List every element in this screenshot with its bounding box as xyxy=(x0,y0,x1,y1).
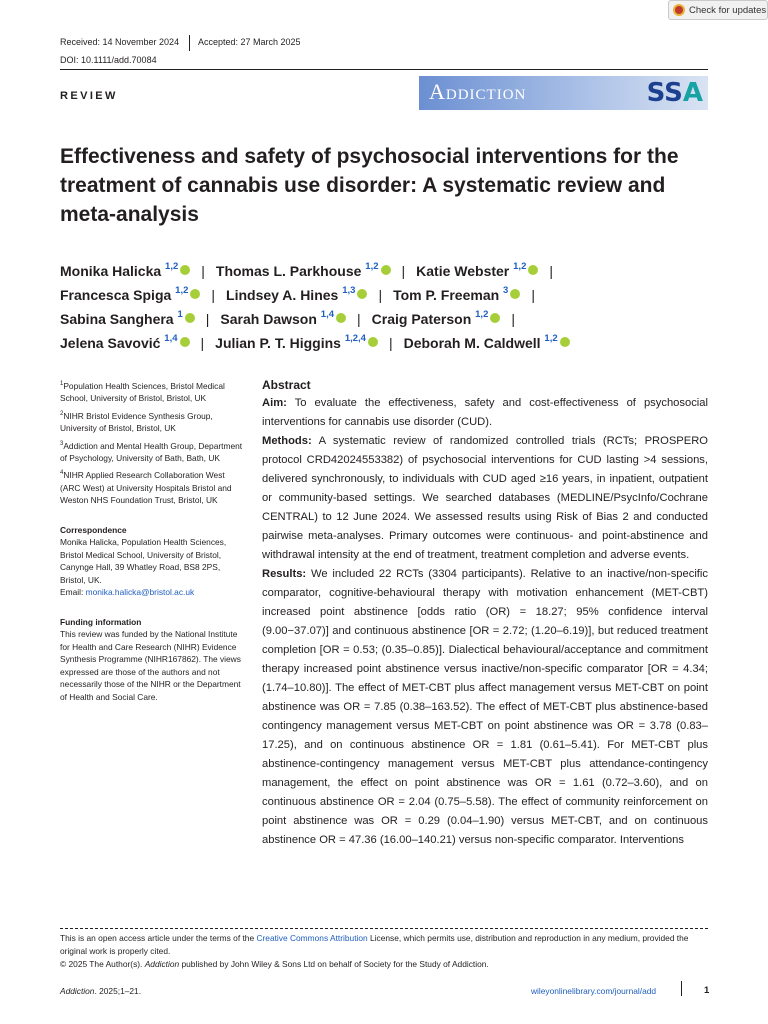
separator: | xyxy=(401,262,406,279)
author[interactable] xyxy=(60,287,203,303)
funding-text: This review was funded by the National Institute for Health and Care Research (NIHR) Evidence Synthesis Programme (NIHR167862). The views expressed are those of the authors and not necessarily those of the NIHR or the Department of Health and Social Care. xyxy=(60,629,241,702)
page-number: 1 xyxy=(704,985,710,996)
affiliation-text: Addiction and Mental Health Group, Department of Psychology, University of Bath, Bath, UK xyxy=(60,440,243,463)
orcid-icon[interactable] xyxy=(528,265,538,275)
abstract-aim xyxy=(262,394,708,432)
accepted-date: Accepted: 27 March 2025 xyxy=(198,37,301,47)
license-footnote xyxy=(60,932,708,971)
separator: | xyxy=(211,286,216,303)
author-affil: 1,2 xyxy=(475,309,489,320)
orcid-icon[interactable] xyxy=(180,265,190,275)
author-line xyxy=(60,256,720,283)
copyright-text xyxy=(60,958,708,971)
author-affil: 1,4 xyxy=(320,309,335,320)
author-name: Julian P. T. Higgins xyxy=(215,334,341,351)
citation-rest: . 2025;1–21. xyxy=(94,986,142,996)
citation xyxy=(60,986,141,996)
correspondence-email xyxy=(60,586,245,599)
abstract-results xyxy=(262,565,708,850)
author-name: Thomas L. Parkhouse xyxy=(215,262,362,279)
separator: | xyxy=(511,310,515,327)
affiliation xyxy=(60,438,245,465)
check-for-updates-label: Check for updates xyxy=(689,4,767,16)
affiliation-number: 4 xyxy=(60,470,64,477)
email-label: Email: xyxy=(60,587,86,598)
meta-divider xyxy=(189,35,190,51)
separator: | xyxy=(201,262,205,279)
author[interactable] xyxy=(60,335,193,351)
author[interactable] xyxy=(416,263,541,279)
received-date: Received: 14 November 2024 xyxy=(60,37,180,47)
separator: | xyxy=(531,286,535,303)
cc-license-link[interactable]: Creative Commons Attribution xyxy=(256,933,368,943)
author[interactable] xyxy=(215,335,381,351)
author-name: Craig Paterson xyxy=(371,310,472,327)
ssa-logo xyxy=(647,76,703,110)
article-title: Effectiveness and safety of psychosocial interventions for the treatment of cannabis use disorder: A systematic review and meta-analysis xyxy=(60,145,679,226)
orcid-icon[interactable] xyxy=(180,337,190,347)
affiliation-text: NIHR Bristol Evidence Synthesis Group, University of Bristol, Bristol, UK xyxy=(60,410,213,434)
author-name: Sarah Dawson xyxy=(220,310,317,327)
affiliation xyxy=(60,378,245,405)
abstract xyxy=(262,377,708,850)
results-text: We included 22 RCTs (3304 participants). Relative to an inactive/non-specific comparator, cognitive-behavioural therapy with motivation enhancement (MET-CBT) increased point abstinence [odds ratio (OR) = 18.27; 95% confidence interval (9.00−37.07)] and continuous abstinence [OR = 2.72; (1.20–6.19)], but reduced treatment completion [OR = 0.53; (0.35–0.85)]. Dialectical behavioural/acceptance and commitment therapy increased point abstinence versus inactive/non-specific comparator [OR = 4.34; (1.74–10.80)]. The effect of MET-CBT plus affect management versus MET-CBT on point abstinence was OR = 7.85 (0.38–163.52). The effect of MET-CBT plus abstinence-based contingency management versus MET-CBT on point abstinence was OR = 3.78 (0.83–17.25), and on continuous abstinence OR = 1.81 (0.61–5.41). For MET-CBT plus abstinence-contingency management versus MET-CBT plus attendance-contingency management, the effect on point abstinence was OR = 1.61 (0.72–3.60), and on continuous abstinence OR = 2.04 (0.75–5.58). The effect of community reinforcement on point abstinence was OR = 0.29 (0.04–1.90) versus MET-CBT, and on continuous abstinence OR = 47.36 (16.00–140.21) versus non-specific comparator. Interventions xyxy=(262,568,708,846)
affiliation-number: 1 xyxy=(60,381,64,387)
author[interactable] xyxy=(404,335,573,351)
author-affil: 1,2 xyxy=(175,285,189,296)
author-name: Lindsey A. Hines xyxy=(226,286,339,303)
orcid-icon[interactable] xyxy=(510,289,520,299)
separator: | xyxy=(357,310,361,327)
ssa-logo-a: A xyxy=(682,78,703,108)
doi: DOI: 10.1111/add.70084 xyxy=(60,55,157,65)
abstract-heading: Abstract xyxy=(262,378,311,392)
orcid-icon[interactable] xyxy=(357,289,367,299)
citation-journal: Addiction xyxy=(60,986,95,996)
orcid-icon[interactable] xyxy=(560,337,570,347)
footnote-rule xyxy=(60,928,708,929)
affiliation-text: Population Health Sciences, Bristol Medical School, University of Bristol, Bristol, UK xyxy=(60,380,225,404)
author[interactable] xyxy=(216,263,394,279)
copyright-post: published by John Wiley & Sons Ltd on behalf of Society for the Study of Addiction. xyxy=(179,959,489,969)
copyright-journal: Addiction xyxy=(144,959,180,969)
author-affil: 1 xyxy=(177,309,183,320)
orcid-icon[interactable] xyxy=(190,289,200,299)
aim-label: Aim: xyxy=(262,397,287,409)
affiliation xyxy=(60,467,245,506)
orcid-icon[interactable] xyxy=(490,313,500,323)
separator: | xyxy=(549,262,553,279)
author-affil: 1,2 xyxy=(513,261,527,272)
author[interactable] xyxy=(60,263,193,279)
ssa-logo-ss: SS xyxy=(646,78,683,108)
author-affil: 1,2 xyxy=(165,261,179,272)
footer-divider xyxy=(681,981,682,996)
license-pre: This is an open access article under the terms of the xyxy=(60,933,257,943)
journal-banner xyxy=(419,76,708,110)
author-name: Jelena Savović xyxy=(60,334,161,351)
author-affil: 1,4 xyxy=(164,333,178,344)
author-affil: 3 xyxy=(503,285,509,296)
crossmark-icon xyxy=(673,4,685,16)
author-affil: 1,2 xyxy=(365,261,379,272)
author-name: Tom P. Freeman xyxy=(393,286,500,303)
email-link[interactable]: monika.halicka@bristol.ac.uk xyxy=(85,587,195,598)
affiliation-text: NIHR Applied Research Collaboration West (ARC West) at University Hospitals Bristol and Weston NHS Foundation Trust, Bristol, UK xyxy=(60,470,232,506)
author[interactable] xyxy=(393,287,523,303)
check-for-updates-button[interactable] xyxy=(668,0,768,20)
orcid-icon[interactable] xyxy=(368,337,378,347)
license-text xyxy=(60,932,708,958)
author-affil: 1,2 xyxy=(544,333,558,344)
author-line xyxy=(60,304,720,331)
author-name: Deborah M. Caldwell xyxy=(403,334,541,351)
author-affil: 1,3 xyxy=(342,285,356,296)
author[interactable] xyxy=(226,287,370,303)
author[interactable] xyxy=(220,311,349,327)
side-column xyxy=(60,378,245,703)
author[interactable] xyxy=(60,311,198,327)
article-type: REVIEW xyxy=(60,90,118,102)
journal-url-link[interactable]: wileyonlinelibrary.com/journal/add xyxy=(531,986,657,996)
separator: | xyxy=(200,334,205,351)
author[interactable] xyxy=(372,311,504,327)
results-label: Results: xyxy=(262,568,307,580)
journal-name: Addiction xyxy=(429,79,527,104)
author-name: Monika Halicka xyxy=(60,262,162,279)
author-line xyxy=(60,280,720,307)
header-rule xyxy=(60,69,708,70)
separator: | xyxy=(388,334,393,351)
separator: | xyxy=(378,286,383,303)
author-name: Katie Webster xyxy=(416,262,510,279)
aim-text: To evaluate the effectiveness, safety and cost-effectiveness of psychosocial interventions for cannabis use disorder (CUD). xyxy=(262,397,708,428)
author-line xyxy=(60,328,720,355)
copyright-pre: © 2025 The Author(s). xyxy=(60,959,145,969)
funding-heading: Funding information xyxy=(60,616,142,627)
license-post: License, which permits use, distribution and reproduction in any medium, provided the original work is properly cited. xyxy=(60,933,689,956)
orcid-icon[interactable] xyxy=(336,313,346,323)
correspondence-text: Monika Halicka, Population Health Sciences, Bristol Medical School, University of Bristol, Canynge Hall, 39 Whatley Road, BS8 2PS, Bristol, UK. xyxy=(60,537,227,585)
methods-label: Methods: xyxy=(262,435,312,447)
orcid-icon[interactable] xyxy=(185,313,195,323)
separator: | xyxy=(205,310,210,327)
author-affil: 1,2,4 xyxy=(344,333,366,344)
author-name: Francesca Spiga xyxy=(60,286,172,303)
affiliation xyxy=(60,408,245,435)
methods-text: A systematic review of randomized controlled trials (RCTs; PROSPERO protocol CRD42024553382) of psychosocial interventions for CUD lasting >4 sessions, delivered synchronously, to individuals with CUD aged ≥16 years, in inpatient, outpatient or community-based settings. We searched databases (MEDLINE/PsycInfo/Cochrane CENTRAL) to 12 June 2024. We assessed results using Risk of Bias 2 and conducted pairwise meta-analyses. Primary outcomes were continuous- and point-abstinence and withdrawal intensity at the end of treatment, treatment completion and adverse events. xyxy=(262,435,708,561)
affiliation-number: 2 xyxy=(60,410,64,417)
correspondence-heading: Correspondence xyxy=(60,524,127,535)
abstract-methods xyxy=(262,432,708,565)
orcid-icon[interactable] xyxy=(381,265,391,275)
affiliation-number: 3 xyxy=(60,440,64,447)
author-name: Sabina Sanghera xyxy=(60,310,174,327)
